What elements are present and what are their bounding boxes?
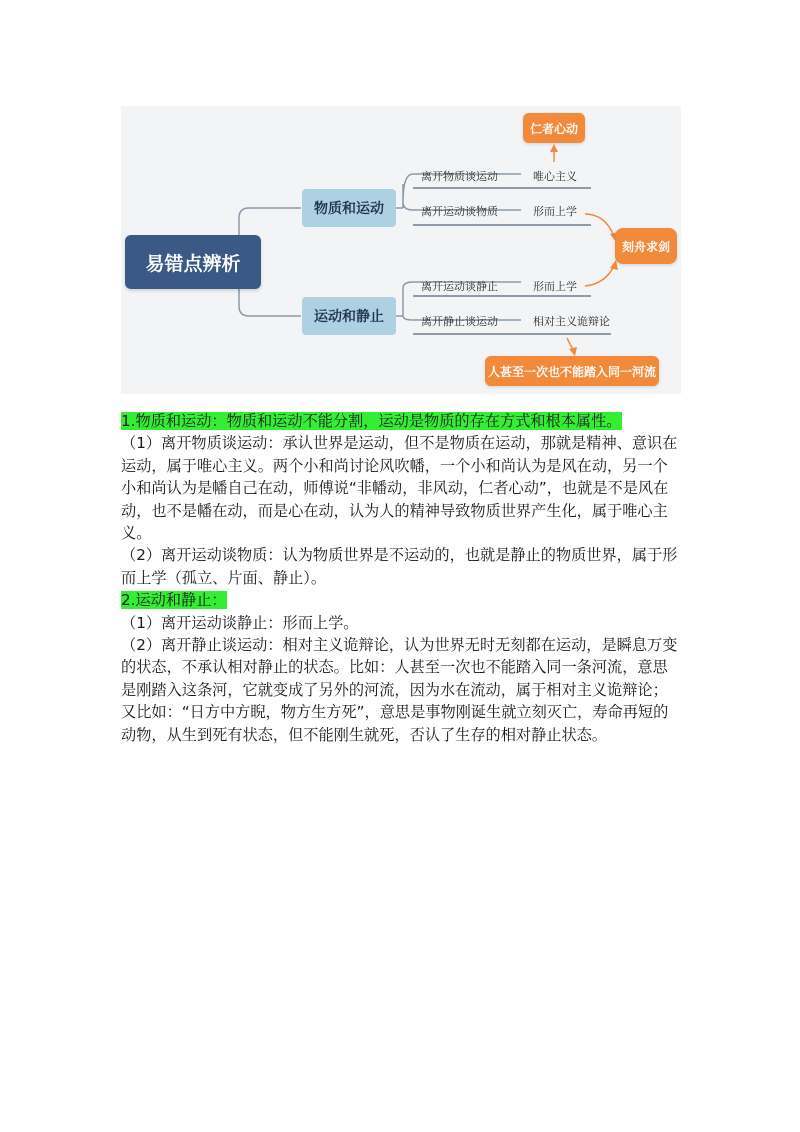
connector-root-branch1 <box>239 208 301 235</box>
paragraph-1: （1）离开物质谈运动：承认世界是运动，但不是物质在运动，那就是精神、意识在运动，属于唯心主义。两个小和尚讨论风吹幡，一个小和尚认为是风在动，另一个小和尚认为是幡自己在动，师傅说“非幡动，非风动，仁者心动”，也就是不是风在动，也不是幡在动，而是心在动，认为人的精神导致物质世界产生化，属于唯心主义。 <box>121 434 678 543</box>
connector-root-branch2 <box>239 289 301 316</box>
mindmap-leaf-4: 离开静止谈运动 <box>421 315 498 328</box>
mindmap-leaf-1: 离开物质谈运动 <box>421 170 498 183</box>
heading-2-text: 2.运动和静止： <box>121 591 227 610</box>
callout-middle: 刻舟求剑 <box>615 228 677 264</box>
mindmap-branch-matter-motion: 物质和运动 <box>302 189 396 227</box>
callout-top: 仁者心动 <box>523 113 585 143</box>
mindmap-leaf-1-result: 唯心主义 <box>533 170 577 183</box>
body-text <box>121 410 681 746</box>
mindmap-branch-motion-rest: 运动和静止 <box>302 297 396 335</box>
mindmap-leaf-2-result: 形而上学 <box>533 205 577 218</box>
mindmap-root-node: 易错点辨析 <box>125 235 261 289</box>
heading-1-text: 1.物质和运动：物质和运动不能分割，运动是物质的存在方式和根本属性。 <box>121 412 622 430</box>
mindmap-figure <box>121 106 681 394</box>
mindmap-leaf-3-result: 形而上学 <box>533 280 577 293</box>
heading-1 <box>121 410 681 432</box>
arrow-to-callout-bottom <box>567 338 573 350</box>
callout-bottom: 人甚至一次也不能踏入同一河流 <box>485 356 659 386</box>
mindmap-leaf-2: 离开运动谈物质 <box>421 205 498 218</box>
arrow-to-callout-middle-2 <box>585 266 614 286</box>
mindmap-leaf-4-result: 相对主义诡辩论 <box>533 315 610 328</box>
heading-2 <box>121 589 681 611</box>
paragraph-4: （2）离开静止谈运动：相对主义诡辩论，认为世界无时无刻都在运动，是瞬息万变的状态，不承认相对静止的状态。比如：人甚至一次也不能踏入同一条河流，意思是刚踏入这条河，它就变成了另外的河流，因为水在流动，属于相对主义诡辩论；又比如：“日方中方睨，物方生方死”，意思是事物刚诞生就立刻灭亡，寿命再短的动物，从生到死有状态，但不能刚生就死，否认了生存的相对静止状态。 <box>121 636 678 744</box>
paragraph-3: （1）离开运动谈静止：形而上学。 <box>121 613 359 632</box>
mindmap-leaf-3: 离开运动谈静止 <box>421 280 498 293</box>
paragraph-2: （2）离开运动谈物质：认为物质世界是不运动的，也就是静止的物质世界，属于形而上学（孤立、片面、静止）。 <box>121 546 678 587</box>
